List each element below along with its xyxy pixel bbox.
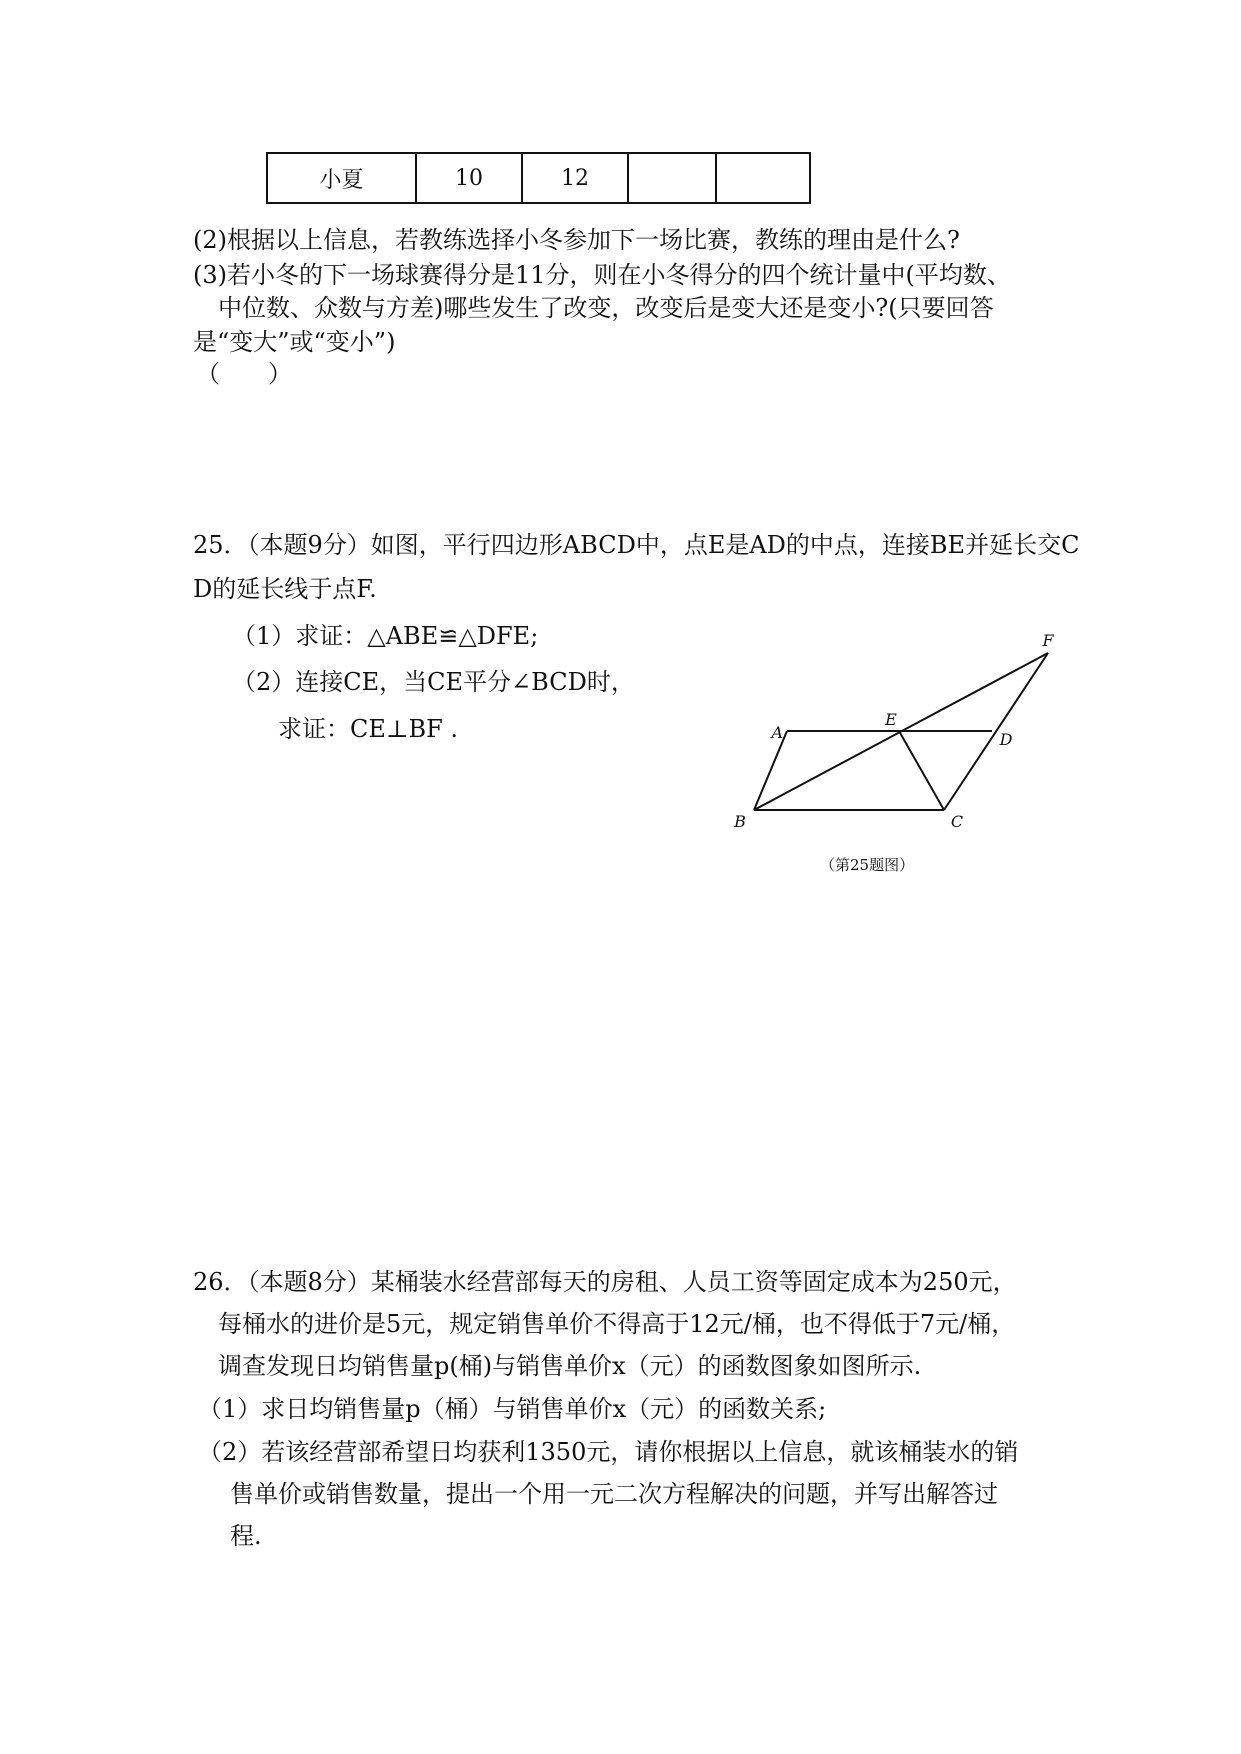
point-label-d: D — [999, 730, 1013, 749]
q24-part3-line3: 是“变大”或“变小”) — [193, 328, 396, 356]
q26-sub2-line2: 售单价或销售数量，提出一个用一元二次方程解决的问题，并写出解答过 — [230, 1480, 998, 1508]
q26-sub2-line1: （2）若该经营部希望日均获利1350元，请你根据以上信息，就该桶装水的销 — [198, 1438, 1019, 1466]
table-cell: 10 — [416, 153, 522, 203]
q25-stem-line1: 25．（本题9分）如图，平行四边形ABCD中，点E是AD的中点，连接BE并延长交C — [193, 531, 1080, 559]
q25-sub2: （2）连接CE，当CE平分∠BCD时， — [232, 668, 635, 696]
point-label-a: A — [771, 723, 783, 742]
segment-ce — [899, 731, 944, 810]
q26-sub1: （1）求日均销售量p（桶）与销售单价x（元）的函数关系; — [198, 1395, 827, 1423]
q26-stem-line1: 26．（本题8分）某桶装水经营部每天的房租、人员工资等固定成本为250元， — [193, 1268, 1017, 1296]
q24-part2: (2)根据以上信息，若教练选择小冬参加下一场比赛，教练的理由是什么? — [193, 226, 960, 254]
table-cell: 12 — [522, 153, 628, 203]
segment-ab — [754, 731, 787, 810]
q26-stem-line3: 调查发现日均销售量p(桶)与销售单价x（元）的函数图象如图所示. — [218, 1352, 922, 1380]
q24-blank: （ ） — [196, 360, 292, 388]
q24-part3-line2: 中位数、众数与方差)哪些发生了改变，改变后是变大还是变小?(只要回答 — [218, 294, 994, 322]
point-label-c: C — [950, 812, 964, 831]
q24-part3-line1: (3)若小冬的下一场球赛得分是11分，则在小冬得分的四个统计量中(平均数、 — [193, 261, 1011, 289]
point-label-f: F — [1042, 631, 1054, 650]
q25-sub1: （1）求证：△ABE≌△DFE; — [232, 622, 539, 650]
q26-sub2-line3: 程. — [230, 1522, 262, 1550]
point-label-b: B — [734, 812, 746, 831]
q25-sub2-proof: 求证：CE⊥BF . — [278, 715, 458, 743]
table-cell: 小夏 — [267, 153, 416, 203]
figure-caption: （第25题图） — [820, 856, 915, 874]
q26-stem-line2: 每桶水的进价是5元，规定销售单价不得高于12元/桶，也不得低于7元/桶， — [218, 1310, 1016, 1338]
point-label-e: E — [885, 710, 897, 729]
q25-stem-line2: D的延长线于点F. — [193, 575, 377, 603]
